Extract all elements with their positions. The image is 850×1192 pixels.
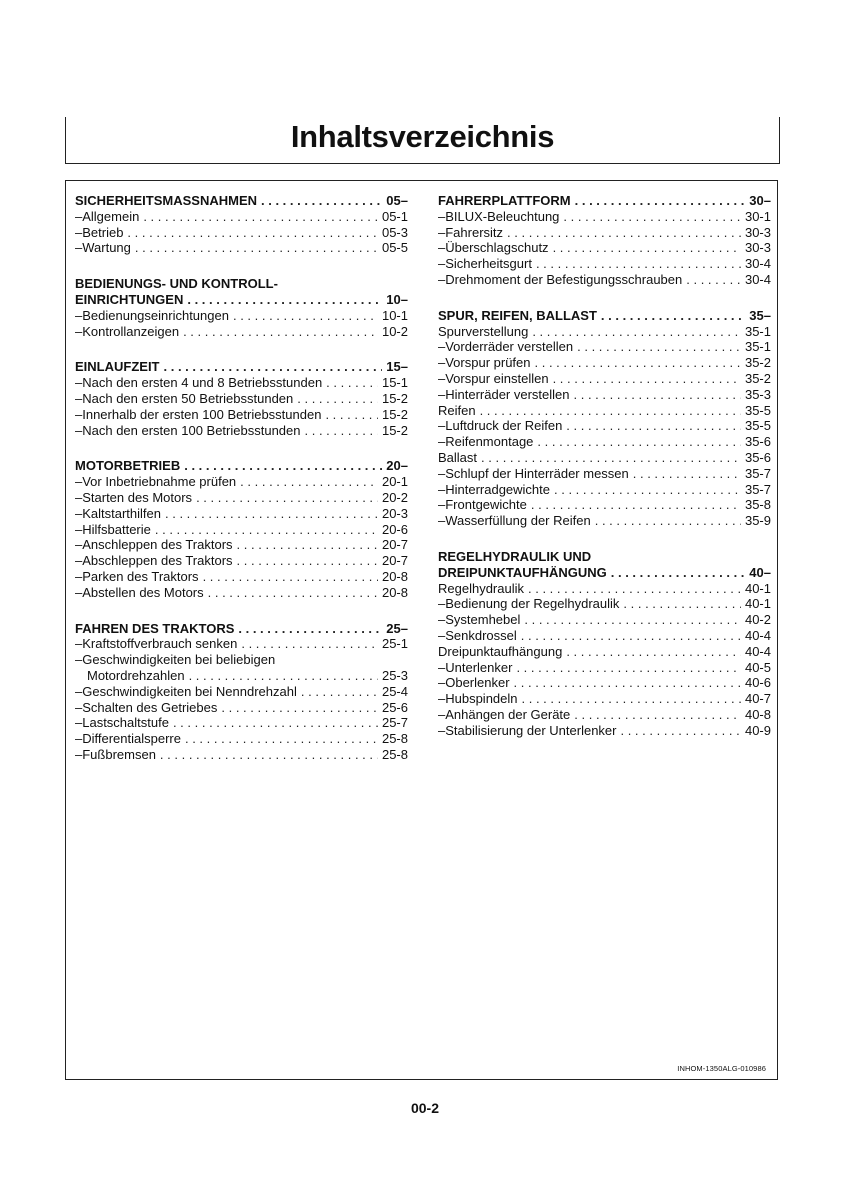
toc-entry	[438, 225, 771, 241]
toc-entry-page: 35-8	[744, 497, 771, 513]
document-id: INHOM-1350ALG-010986	[677, 1064, 766, 1073]
dot-leader	[155, 522, 378, 538]
dot-leader	[241, 636, 378, 652]
dot-leader	[196, 490, 378, 506]
toc-entry	[75, 668, 408, 684]
dot-leader	[577, 339, 741, 355]
toc-entry-page: 40-2	[744, 612, 771, 628]
toc-entry-page: 35-2	[744, 355, 771, 371]
toc-entry-page: 20-7	[381, 537, 408, 553]
toc-entry-page: 25-3	[381, 667, 408, 683]
dot-leader	[238, 621, 382, 637]
toc-entry	[438, 628, 771, 644]
dot-leader	[686, 272, 741, 288]
toc-entry-page: 40-4	[744, 643, 771, 659]
toc-entry	[75, 684, 408, 700]
toc-entry-label: –Geschwindigkeiten bei beliebigen	[75, 652, 276, 668]
toc-entry-page: 30-1	[744, 208, 771, 224]
section-heading	[75, 193, 408, 209]
dot-leader	[143, 209, 378, 225]
dot-leader	[233, 308, 378, 324]
toc-entry-label: –Bedienungseinrichtungen	[75, 307, 229, 323]
toc-entry-label: –Vor Inbetriebnahme prüfen	[75, 474, 237, 490]
dot-leader	[237, 537, 378, 553]
dot-leader	[481, 450, 741, 466]
toc-entry	[438, 355, 771, 371]
toc-entry-label: –Schlupf der Hinterräder messen	[438, 465, 629, 481]
toc-entry	[438, 272, 771, 288]
toc-entry	[438, 513, 771, 529]
toc-entry-label: –Wasserfüllung der Reifen	[438, 513, 591, 529]
toc-entry-label: –Vorspur prüfen	[438, 355, 531, 371]
section-heading-page: 30–	[749, 193, 771, 208]
toc-entry-label: –Reifenmontage	[438, 434, 534, 450]
dot-leader	[553, 371, 741, 387]
toc-entry-page: 35-6	[744, 449, 771, 465]
dot-leader	[208, 585, 378, 601]
toc-entry	[75, 407, 408, 423]
dot-leader	[532, 324, 741, 340]
toc-entry	[438, 209, 771, 225]
toc-entry	[438, 707, 771, 723]
toc-entry	[75, 652, 408, 668]
toc-entry-label: –Fahrersitz	[438, 224, 504, 240]
section-heading-page: 10–	[386, 291, 408, 307]
page-title: Inhaltsverzeichnis	[290, 119, 555, 154]
section-heading-label: EINLAUFZEIT	[75, 359, 160, 375]
toc-entry-page: 25-8	[381, 746, 408, 762]
section-heading	[438, 193, 771, 209]
toc-entry-page: 30-4	[744, 256, 771, 272]
toc-entry	[438, 256, 771, 272]
toc-entry-label: –Vorspur einstellen	[438, 370, 549, 386]
dot-leader	[184, 458, 382, 474]
toc-entry-page: 10-2	[381, 323, 408, 339]
toc-entry-label: –Senkdrossel	[438, 627, 517, 643]
toc-column-right	[438, 193, 771, 759]
toc-entry-page: 25-1	[381, 636, 408, 652]
dot-leader	[203, 569, 378, 585]
toc-entry-page: 40-8	[744, 706, 771, 722]
section-heading	[438, 565, 771, 581]
toc-entry	[75, 225, 408, 241]
section-heading-line	[75, 276, 408, 292]
section-heading-page: 40–	[749, 564, 771, 580]
toc-entry	[438, 644, 771, 660]
toc-entry-label: –Kaltstarthilfen	[75, 505, 161, 521]
toc-entry-label: –Nach den ersten 100 Betriebsstunden	[75, 422, 301, 438]
toc-entry-label: –Drehmoment der Befestigungsschrauben	[438, 271, 683, 287]
toc-entry-label: –Unterlenker	[438, 659, 513, 675]
section-heading-label: FAHREN DES TRAKTORS	[75, 620, 235, 636]
toc-entry-page: 40-6	[744, 675, 771, 691]
toc-box	[65, 180, 778, 1080]
toc-entry	[75, 240, 408, 256]
toc-entry	[75, 731, 408, 747]
dot-leader	[189, 668, 378, 684]
dot-leader	[575, 193, 746, 209]
dot-leader	[185, 731, 378, 747]
dot-leader	[325, 407, 378, 423]
toc-entry-label: –Kraftstoffverbrauch senken	[75, 636, 238, 652]
toc-entry	[75, 715, 408, 731]
dot-leader	[611, 565, 746, 581]
toc-entry-page: 40-4	[744, 627, 771, 643]
toc-column-left	[75, 193, 408, 783]
dot-leader	[326, 375, 378, 391]
toc-entry-page: 20-2	[381, 489, 408, 505]
section-heading-label: DREIPUNKTAUFHÄNGUNG	[438, 564, 607, 580]
toc-entry-page: 40-5	[744, 659, 771, 675]
toc-entry-label: –BILUX-Beleuchtung	[438, 208, 560, 224]
dot-leader	[165, 506, 378, 522]
toc-entry-page: 25-6	[381, 699, 408, 715]
toc-entry-page: 35-3	[744, 386, 771, 402]
toc-entry-page: 20-7	[381, 553, 408, 569]
toc-entry	[75, 324, 408, 340]
dot-leader	[566, 418, 741, 434]
dot-leader	[537, 434, 741, 450]
toc-entry	[438, 581, 771, 597]
toc-entry	[438, 691, 771, 707]
toc-entry-page: 20-8	[381, 584, 408, 600]
toc-entry-label: –Schalten des Getriebes	[75, 699, 218, 715]
toc-entry-label: –Abstellen des Motors	[75, 584, 204, 600]
toc-entry-page: 40-1	[744, 596, 771, 612]
toc-entry-label: –Starten des Motors	[75, 489, 193, 505]
section-heading-label: MOTORBETRIEB	[75, 458, 181, 474]
toc-entry-page: 15-1	[381, 375, 408, 391]
toc-entry-label: –Wartung	[75, 240, 131, 256]
toc-entry-label: –Oberlenker	[438, 675, 510, 691]
toc-entry-label: Dreipunktaufhängung	[438, 643, 563, 659]
dot-leader	[620, 723, 740, 739]
toc-entry-label: –Nach den ersten 4 und 8 Betriebsstunden	[75, 375, 323, 391]
dot-leader	[507, 225, 741, 241]
toc-entry-page: 40-1	[744, 580, 771, 596]
toc-entry-label: –Überschlagschutz	[438, 240, 549, 256]
toc-entry-page: 20-3	[381, 505, 408, 521]
toc-entry-label: –Abschleppen des Traktors	[75, 553, 233, 569]
dot-leader	[554, 482, 741, 498]
toc-entry	[75, 474, 408, 490]
toc-entry-label: –Sicherheitsgurt	[438, 256, 532, 272]
toc-entry-page: 20-6	[381, 521, 408, 537]
toc-entry-page: 25-7	[381, 715, 408, 731]
dot-leader	[516, 660, 741, 676]
toc-entry	[75, 506, 408, 522]
toc-entry-page: 35-1	[744, 339, 771, 355]
toc-entry-page: 10-1	[381, 307, 408, 323]
toc-entry	[75, 209, 408, 225]
dot-leader	[173, 715, 378, 731]
section-heading-page: 05–	[386, 193, 408, 208]
dot-leader	[524, 612, 741, 628]
toc-entry	[438, 612, 771, 628]
toc-entry-page: 35-6	[744, 434, 771, 450]
toc-entry	[75, 747, 408, 763]
toc-entry	[75, 585, 408, 601]
dot-leader	[240, 474, 378, 490]
section-heading	[438, 308, 771, 324]
toc-entry-page: 40-9	[744, 722, 771, 738]
toc-entry-label: –Hubspindeln	[438, 691, 518, 707]
toc-entry-label: Ballast	[438, 449, 478, 465]
dot-leader	[574, 387, 741, 403]
section-heading-page: 20–	[386, 458, 408, 474]
toc-entry-page: 40-7	[744, 691, 771, 707]
toc-section	[438, 308, 771, 529]
toc-entry-label: –Anschleppen des Traktors	[75, 537, 233, 553]
section-heading-label: FAHRERPLATTFORM	[438, 193, 571, 208]
toc-entry	[75, 522, 408, 538]
toc-entry	[438, 482, 771, 498]
dot-leader	[127, 225, 378, 241]
dot-leader	[221, 700, 378, 716]
section-heading	[75, 292, 408, 308]
toc-entry	[438, 675, 771, 691]
toc-entry	[75, 636, 408, 652]
toc-entry-label: –Allgemein	[75, 208, 140, 224]
toc-entry	[75, 375, 408, 391]
dot-leader	[536, 256, 741, 272]
section-heading-page: 25–	[386, 620, 408, 636]
toc-entry-label: –Anhängen der Geräte	[438, 706, 571, 722]
dot-leader	[164, 359, 383, 375]
toc-entry	[438, 324, 771, 340]
dot-leader	[574, 707, 741, 723]
toc-entry-label: –Luftdruck der Reifen	[438, 418, 563, 434]
dot-leader	[535, 355, 741, 371]
dot-leader	[601, 308, 745, 324]
toc-entry-page: 35-2	[744, 370, 771, 386]
toc-entry-label: Reifen	[438, 402, 476, 418]
toc-entry-label: –Hilfsbatterie	[75, 521, 151, 537]
dot-leader	[531, 497, 741, 513]
toc-entry	[75, 391, 408, 407]
dot-leader	[301, 684, 378, 700]
toc-entry	[75, 308, 408, 324]
dot-leader	[633, 466, 741, 482]
section-heading-line	[438, 549, 771, 565]
toc-entry-label: –Kontrollanzeigen	[75, 323, 180, 339]
toc-entry-label: –Geschwindigkeiten bei Nenndrehzahl	[75, 683, 297, 699]
section-heading	[75, 621, 408, 637]
toc-entry-page: 05-5	[381, 240, 408, 256]
toc-entry-page: 15-2	[381, 390, 408, 406]
toc-entry-page: 35-9	[744, 513, 771, 529]
dot-leader	[261, 193, 382, 209]
section-heading-label: SICHERHEITSMASSNAHMEN	[75, 193, 258, 208]
dot-leader	[566, 644, 741, 660]
toc-entry-label: Motordrehzahlen	[87, 667, 185, 683]
dot-leader	[237, 553, 378, 569]
toc-entry	[75, 700, 408, 716]
toc-entry-label: –Systemhebel	[438, 612, 521, 628]
toc-entry-page: 30-4	[744, 271, 771, 287]
toc-entry-label: –Innerhalb der ersten 100 Betriebsstunden	[75, 406, 322, 422]
dot-leader	[623, 596, 741, 612]
toc-entry-label: –Nach den ersten 50 Betriebsstunden	[75, 390, 294, 406]
toc-entry	[438, 418, 771, 434]
toc-entry-label: –Vorderräder verstellen	[438, 339, 574, 355]
dot-leader	[183, 324, 378, 340]
toc-entry-label: –Fußbremsen	[75, 746, 156, 762]
toc-entry-page: 35-7	[744, 465, 771, 481]
toc-entry-page: 20-1	[381, 474, 408, 490]
section-heading-label: EINRICHTUNGEN	[75, 291, 184, 307]
toc-entry-label: –Betrieb	[75, 224, 124, 240]
dot-leader	[553, 240, 741, 256]
toc-entry	[438, 450, 771, 466]
dot-leader	[187, 292, 382, 308]
dot-leader	[528, 581, 741, 597]
toc-entry	[438, 371, 771, 387]
dot-leader	[480, 403, 741, 419]
toc-entry	[75, 537, 408, 553]
toc-entry-page: 25-4	[381, 683, 408, 699]
toc-entry-label: –Parken des Traktors	[75, 568, 199, 584]
toc-section	[75, 458, 408, 600]
toc-entry-label: –Bedienung der Regelhydraulik	[438, 596, 620, 612]
title-box	[65, 117, 780, 164]
dot-leader	[595, 513, 741, 529]
toc-entry-label: –Lastschaltstufe	[75, 715, 169, 731]
dot-leader	[563, 209, 741, 225]
dot-leader	[160, 747, 378, 763]
toc-entry	[438, 403, 771, 419]
toc-entry-page: 35-5	[744, 402, 771, 418]
section-heading	[75, 359, 408, 375]
toc-section	[438, 549, 771, 739]
toc-entry-label: –Frontgewichte	[438, 497, 527, 513]
toc-section	[75, 359, 408, 438]
dot-leader	[522, 691, 741, 707]
toc-entry-label: –Hinterräder verstellen	[438, 386, 570, 402]
toc-entry-page: 30-3	[744, 224, 771, 240]
toc-entry	[438, 660, 771, 676]
toc-entry	[438, 723, 771, 739]
dot-leader	[305, 423, 378, 439]
section-heading-line-label: BEDIENUNGS- UND KONTROLL-	[75, 276, 278, 292]
dot-leader	[297, 391, 378, 407]
toc-entry-label: Regelhydraulik	[438, 580, 524, 596]
toc-entry-page: 05-1	[381, 208, 408, 224]
dot-leader	[521, 628, 741, 644]
toc-entry	[438, 387, 771, 403]
toc-entry-label: –Differentialsperre	[75, 731, 181, 747]
toc-entry	[75, 423, 408, 439]
toc-entry-page: 35-5	[744, 418, 771, 434]
section-heading-label: SPUR, REIFEN, BALLAST	[438, 307, 597, 323]
toc-section	[438, 193, 771, 288]
toc-entry	[438, 497, 771, 513]
toc-entry-page: 35-1	[744, 323, 771, 339]
section-heading	[75, 458, 408, 474]
toc-entry	[75, 569, 408, 585]
section-heading-page: 35–	[749, 307, 771, 323]
dot-leader	[135, 240, 378, 256]
toc-entry-page: 30-3	[744, 240, 771, 256]
toc-entry-page: 20-8	[381, 568, 408, 584]
section-heading-page: 15–	[386, 359, 408, 375]
toc-entry	[75, 490, 408, 506]
toc-entry	[75, 553, 408, 569]
toc-entry	[438, 596, 771, 612]
toc-entry-page: 25-8	[381, 731, 408, 747]
dot-leader	[514, 675, 741, 691]
section-heading-line-label: REGELHYDRAULIK UND	[438, 548, 592, 564]
toc-entry-page: 15-2	[381, 422, 408, 438]
toc-entry	[438, 434, 771, 450]
toc-entry	[438, 339, 771, 355]
toc-entry-label: Spurverstellung	[438, 323, 529, 339]
toc-entry-page: 05-3	[381, 224, 408, 240]
toc-section	[75, 193, 408, 256]
page-number: 00-2	[410, 1100, 440, 1116]
toc-entry-page: 15-2	[381, 406, 408, 422]
toc-entry-label: –Hinterradgewichte	[438, 481, 551, 497]
toc-section	[75, 276, 408, 339]
toc-section	[75, 621, 408, 763]
toc-entry	[438, 240, 771, 256]
toc-entry	[438, 466, 771, 482]
toc-entry-page: 35-7	[744, 481, 771, 497]
toc-entry-label: –Stabilisierung der Unterlenker	[438, 722, 617, 738]
